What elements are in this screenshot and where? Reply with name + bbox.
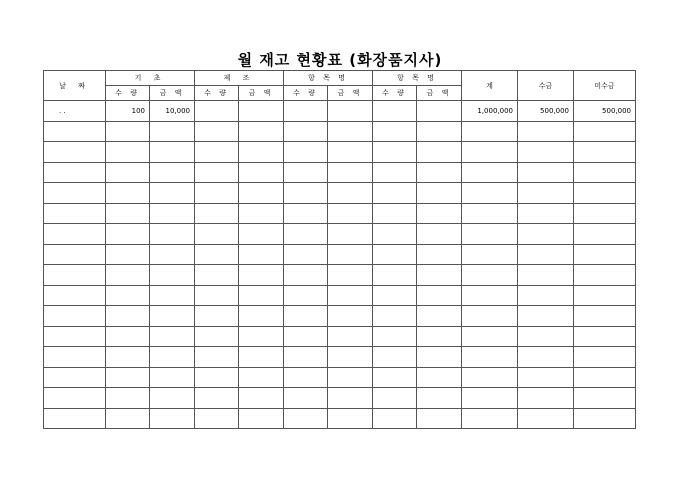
cell-outstanding [574,183,636,204]
cell-collected [518,367,574,388]
cell-outstanding [574,244,636,265]
cell-opening-qty [106,244,150,265]
cell-item1-qty [284,101,328,122]
cell-item2-qty [373,162,417,183]
cell-item1-qty [284,265,328,286]
cell-production-qty [195,203,239,224]
cell-item1-qty [284,326,328,347]
table-header [44,71,636,101]
cell-outstanding [574,121,636,142]
cell-total [462,224,518,245]
cell-item1-qty [284,142,328,163]
cell-total [462,203,518,224]
cell-opening-amount [150,224,195,245]
cell-production-amount [239,101,284,122]
table-row [44,183,636,204]
cell-opening-qty [106,388,150,409]
cell-total [462,162,518,183]
cell-date [44,142,106,163]
cell-item1-amount [328,162,373,183]
cell-production-qty [195,285,239,306]
cell-item2-amount [417,388,462,409]
cell-opening-amount [150,367,195,388]
cell-production-qty [195,265,239,286]
cell-item1-qty [284,306,328,327]
cell-opening-amount [150,408,195,429]
cell-collected [518,162,574,183]
header-total: 계 [462,71,518,101]
cell-date [44,265,106,286]
cell-item2-amount [417,347,462,368]
cell-collected [518,326,574,347]
cell-total: 1,000,000 [462,101,518,122]
cell-item2-amount [417,244,462,265]
cell-opening-amount [150,244,195,265]
cell-outstanding [574,162,636,183]
cell-opening-qty [106,121,150,142]
cell-opening-amount [150,142,195,163]
cell-item2-qty [373,203,417,224]
cell-item2-amount [417,224,462,245]
header-date: 날 짜 [44,71,106,101]
cell-opening-qty [106,265,150,286]
table-row [44,408,636,429]
cell-outstanding [574,203,636,224]
cell-item1-amount [328,347,373,368]
cell-production-qty [195,162,239,183]
cell-collected [518,347,574,368]
cell-production-qty [195,347,239,368]
header-opening-amount: 금 액 [150,86,195,101]
cell-production-qty [195,306,239,327]
cell-total [462,326,518,347]
cell-opening-qty [106,367,150,388]
cell-item1-qty [284,121,328,142]
cell-item1-qty [284,388,328,409]
cell-opening-qty [106,306,150,327]
cell-item1-amount [328,388,373,409]
table-row [44,306,636,327]
table-row [44,203,636,224]
cell-production-amount [239,183,284,204]
cell-total [462,285,518,306]
cell-item2-qty [373,121,417,142]
cell-production-qty [195,388,239,409]
cell-total [462,367,518,388]
cell-item2-amount [417,203,462,224]
cell-outstanding [574,265,636,286]
cell-item1-amount [328,306,373,327]
cell-outstanding [574,326,636,347]
cell-total [462,347,518,368]
cell-opening-qty [106,142,150,163]
header-outstanding: 미수금 [574,71,636,101]
table-body [44,101,636,429]
cell-item2-qty [373,408,417,429]
header-item2: 항 목 명 [373,71,462,86]
cell-collected [518,285,574,306]
cell-item1-amount [328,367,373,388]
cell-item1-amount [328,121,373,142]
cell-date [44,347,106,368]
cell-date [44,203,106,224]
table-row [44,347,636,368]
cell-date [44,162,106,183]
cell-production-amount [239,388,284,409]
header-production-qty: 수 량 [195,86,239,101]
cell-outstanding [574,408,636,429]
cell-outstanding [574,388,636,409]
cell-opening-amount [150,326,195,347]
cell-production-amount [239,285,284,306]
cell-production-amount [239,306,284,327]
cell-item1-qty [284,183,328,204]
cell-production-amount [239,367,284,388]
cell-production-amount [239,121,284,142]
cell-total [462,121,518,142]
cell-item2-amount [417,285,462,306]
cell-outstanding [574,306,636,327]
header-item2-qty: 수 량 [373,86,417,101]
cell-item1-qty [284,408,328,429]
cell-outstanding: 500,000 [574,101,636,122]
cell-item1-qty [284,244,328,265]
cell-collected [518,142,574,163]
table-row [44,244,636,265]
header-collected: 수금 [518,71,574,101]
cell-production-qty [195,142,239,163]
cell-production-amount [239,408,284,429]
cell-opening-amount [150,306,195,327]
inventory-table [43,70,636,429]
cell-item2-qty [373,244,417,265]
cell-item2-qty [373,285,417,306]
cell-production-qty [195,101,239,122]
cell-date [44,306,106,327]
cell-item2-qty [373,101,417,122]
cell-item2-qty [373,142,417,163]
cell-date [44,121,106,142]
cell-item1-qty [284,224,328,245]
cell-collected [518,121,574,142]
cell-production-amount [239,162,284,183]
cell-item2-amount [417,142,462,163]
cell-item2-qty [373,183,417,204]
cell-item1-amount [328,142,373,163]
cell-total [462,388,518,409]
cell-date [44,244,106,265]
cell-production-qty [195,183,239,204]
cell-total [462,244,518,265]
cell-outstanding [574,285,636,306]
cell-opening-amount [150,285,195,306]
cell-opening-amount [150,265,195,286]
cell-item2-amount [417,306,462,327]
table-row [44,265,636,286]
header-item2-amount: 금 액 [417,86,462,101]
cell-production-qty [195,326,239,347]
cell-opening-amount [150,388,195,409]
cell-date [44,285,106,306]
cell-opening-qty [106,183,150,204]
cell-total [462,183,518,204]
table-row [44,367,636,388]
cell-production-qty [195,224,239,245]
table-row [44,388,636,409]
cell-item2-qty [373,224,417,245]
table-row [44,121,636,142]
cell-date [44,326,106,347]
cell-item1-qty [284,162,328,183]
cell-item2-qty [373,265,417,286]
cell-opening-amount [150,347,195,368]
cell-production-amount [239,244,284,265]
cell-collected [518,203,574,224]
cell-date [44,388,106,409]
cell-opening-amount [150,183,195,204]
cell-item2-amount [417,265,462,286]
cell-production-amount [239,203,284,224]
cell-opening-qty [106,162,150,183]
cell-production-amount [239,142,284,163]
cell-item1-amount [328,265,373,286]
cell-collected [518,388,574,409]
cell-collected [518,265,574,286]
cell-production-amount [239,347,284,368]
cell-item2-amount [417,367,462,388]
cell-opening-qty [106,347,150,368]
cell-item2-amount [417,326,462,347]
cell-collected [518,244,574,265]
cell-collected [518,408,574,429]
cell-date [44,408,106,429]
cell-item1-amount [328,408,373,429]
cell-production-qty [195,121,239,142]
header-item1-qty: 수 량 [284,86,328,101]
cell-production-amount [239,224,284,245]
header-production: 제 조 [195,71,284,86]
cell-production-amount [239,326,284,347]
cell-collected [518,183,574,204]
cell-item1-amount [328,183,373,204]
cell-total [462,142,518,163]
cell-production-amount [239,265,284,286]
cell-opening-qty [106,224,150,245]
cell-date [44,183,106,204]
page-title: 월 재고 현황표 (화장품지사) [237,51,443,69]
header-item1: 항 목 명 [284,71,373,86]
cell-opening-qty [106,408,150,429]
cell-item1-qty [284,285,328,306]
cell-opening-qty [106,326,150,347]
cell-production-qty [195,367,239,388]
cell-opening-qty [106,285,150,306]
cell-item1-amount [328,203,373,224]
cell-outstanding [574,367,636,388]
cell-item2-amount [417,408,462,429]
cell-item1-amount [328,244,373,265]
cell-collected: 500,000 [518,101,574,122]
table-row [44,101,636,122]
cell-total [462,265,518,286]
cell-production-qty [195,408,239,429]
cell-item2-qty [373,367,417,388]
cell-total [462,408,518,429]
cell-item1-qty [284,347,328,368]
cell-collected [518,224,574,245]
cell-item2-amount [417,121,462,142]
table-row [44,162,636,183]
cell-date [44,224,106,245]
cell-date [44,367,106,388]
cell-item1-amount [328,101,373,122]
cell-item1-amount [328,285,373,306]
table-row [44,224,636,245]
table-row [44,142,636,163]
cell-opening-qty [106,203,150,224]
cell-item2-qty [373,326,417,347]
cell-opening-qty: 100 [106,101,150,122]
cell-opening-amount [150,203,195,224]
header-opening: 기 초 [106,71,195,86]
table-row [44,326,636,347]
cell-outstanding [574,142,636,163]
cell-item1-qty [284,367,328,388]
cell-opening-amount [150,162,195,183]
cell-item1-amount [328,326,373,347]
cell-item2-amount [417,162,462,183]
cell-item2-qty [373,388,417,409]
cell-opening-amount [150,121,195,142]
cell-item1-qty [284,203,328,224]
cell-item2-amount [417,183,462,204]
cell-item2-qty [373,306,417,327]
cell-opening-amount: 10,000 [150,101,195,122]
cell-production-qty [195,244,239,265]
cell-outstanding [574,347,636,368]
header-item1-amount: 금 액 [328,86,373,101]
cell-date: . . [44,101,106,122]
header-opening-qty: 수 량 [106,86,150,101]
table-row [44,285,636,306]
cell-outstanding [574,224,636,245]
header-production-amount: 금 액 [239,86,284,101]
cell-total [462,306,518,327]
cell-item1-amount [328,224,373,245]
cell-collected [518,306,574,327]
cell-item2-amount [417,101,462,122]
cell-item2-qty [373,347,417,368]
